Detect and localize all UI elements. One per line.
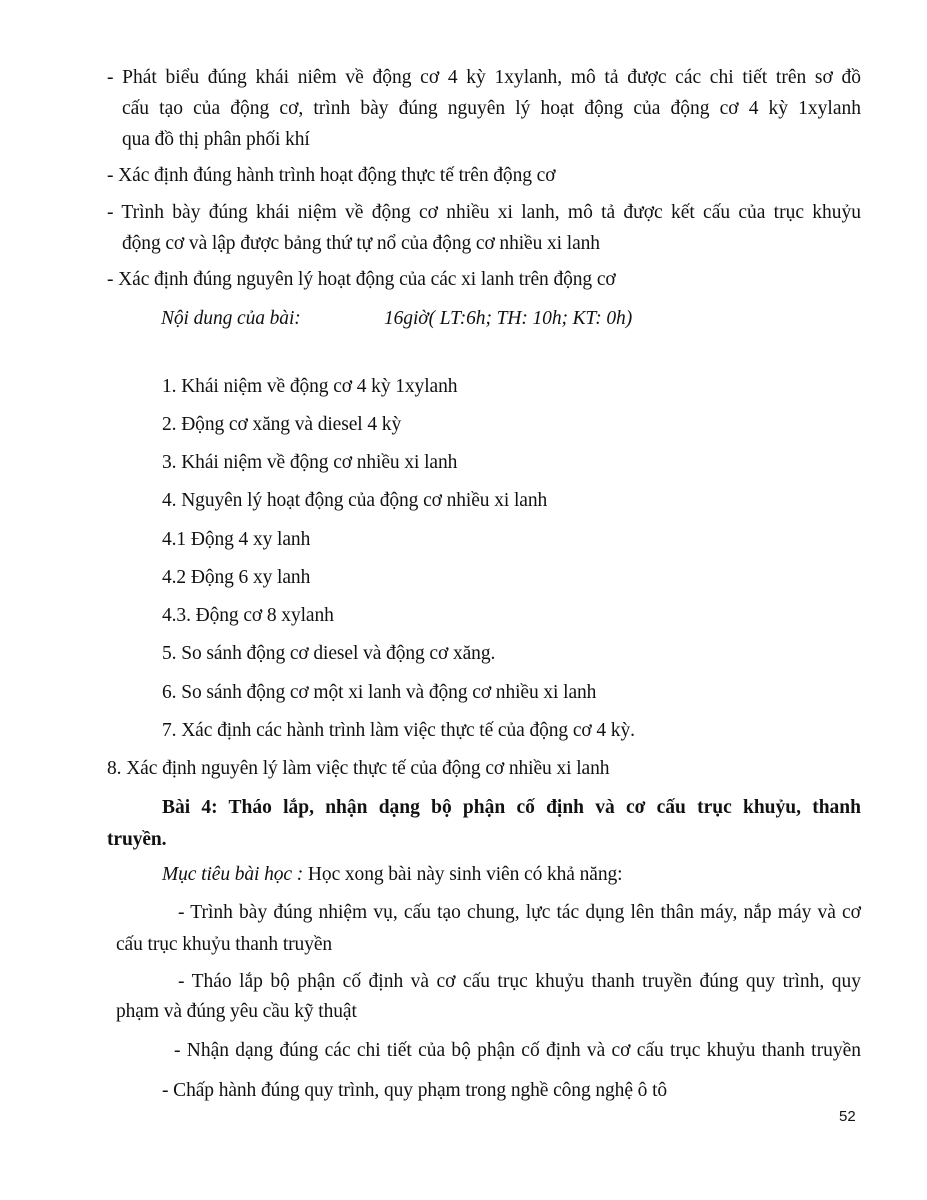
lesson-4-bullet-3: - Nhận dạng đúng các chi tiết của bộ phận cố định và cơ cấu trục khuỷu thanh truyền (174, 1040, 861, 1061)
objective-label: Mục tiêu bài học : (162, 864, 304, 885)
objective-bullet-1-line-2: cấu tạo của động cơ, trình bày đúng nguyên lý hoạt động của động cơ 4 kỳ 1xylanh (122, 98, 861, 119)
objective-bullet-2: - Xác định đúng hành trình hoạt động thực tế trên động cơ (107, 165, 556, 186)
content-item-4-1: 4.1 Động 4 xy lanh (162, 529, 311, 550)
content-item-7: 7. Xác định các hành trình làm việc thực tế của động cơ 4 kỳ. (162, 720, 635, 741)
page-number: 52 (839, 1108, 856, 1125)
objective-bullet-1-line-1: - Phát biểu đúng khái niêm về động cơ 4 kỳ 1xylanh, mô tả được các chi tiết trên sơ đồ (107, 67, 861, 88)
lesson-4-objective-intro (162, 863, 622, 887)
lesson-4-bullet-1-line-1: - Trình bày đúng nhiệm vụ, cấu tạo chung, lực tác dụng lên thân máy, nắp máy và cơ (178, 902, 861, 923)
objective-bullet-3-line-2: động cơ và lập được bảng thứ tự nổ của động cơ nhiều xi lanh (122, 233, 600, 254)
lesson-4-bullet-1-line-2: cấu trục khuỷu thanh truyền (116, 934, 333, 955)
content-item-6: 6. So sánh động cơ một xi lanh và động cơ nhiều xi lanh (162, 682, 597, 703)
content-item-4: 4. Nguyên lý hoạt động của động cơ nhiều xi lanh (162, 490, 548, 511)
objective-text: Học xong bài này sinh viên có khả năng: (303, 864, 623, 885)
objective-bullet-1-line-3: qua đồ thị phân phối khí (122, 129, 310, 150)
objective-bullet-3-line-1: - Trình bày đúng khái niệm về động cơ nhiều xi lanh, mô tả được kết cấu của trục khuỷu (107, 202, 861, 223)
content-item-4-3: 4.3. Động cơ 8 xylanh (162, 605, 334, 626)
lesson-4-bullet-2-line-1: - Tháo lắp bộ phận cố định và cơ cấu trục khuỷu thanh truyền đúng quy trình, quy (178, 971, 861, 992)
lesson-4-bullet-4: - Chấp hành đúng quy trình, quy phạm trong nghề công nghệ ô tô (162, 1080, 668, 1101)
lesson-4-title-line-2: truyền. (107, 829, 167, 850)
content-item-4-2: 4.2 Động 6 xy lanh (162, 567, 311, 588)
lesson-4-bullet-2-line-2: phạm và đúng yêu cầu kỹ thuật (116, 1001, 357, 1022)
content-item-1: 1. Khái niệm về động cơ 4 kỳ 1xylanh (162, 376, 458, 397)
content-label: Nội dung của bài: (161, 308, 301, 329)
content-item-8: 8. Xác định nguyên lý làm việc thực tế của động cơ nhiều xi lanh (107, 758, 610, 779)
content-hours: 16giờ( LT:6h; TH: 10h; KT: 0h) (384, 308, 633, 329)
objective-bullet-4: - Xác định đúng nguyên lý hoạt động của các xi lanh trên động cơ (107, 269, 616, 290)
content-item-2: 2. Động cơ xăng và diesel 4 kỳ (162, 414, 402, 435)
lesson-4-title-line-1: Bài 4: Tháo lắp, nhận dạng bộ phận cố định và cơ cấu trục khuỷu, thanh (162, 797, 861, 818)
content-item-5: 5. So sánh động cơ diesel và động cơ xăng. (162, 643, 496, 664)
content-item-3: 3. Khái niệm về động cơ nhiều xi lanh (162, 452, 458, 473)
